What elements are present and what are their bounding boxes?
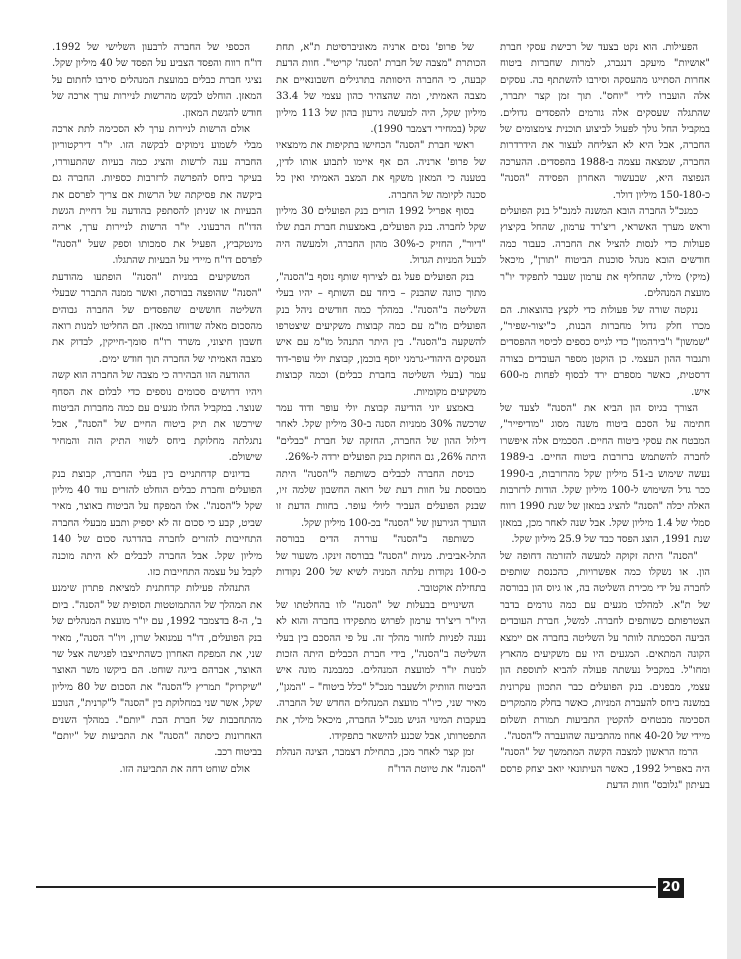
paragraph: הרמז הראשון למצבה הקשה המתמשך של "הסנה" היה באפריל 1992, כאשר העיתונאי יואב יצחק פרסם בעיתון "גלובס" חוות הדעת (500, 747, 710, 792)
paragraph: הכספי של החברה לרבעון השלישי של 1992. דו"ח רווח והפסד הצביע על הפסד של 40 מיליון שקל. נציגי חברת כבלים במועצת המנהלים סירבו לחתום על המאזן. הוחלט לבקש מהרשות לניירות ערך ארכה של חודש להגשת המאזן. (52, 42, 262, 119)
paragraph: כמנכ"ל החברה הובא המשנה למנכ"ל בנק הפועלים וראש מערך האשראי, ריצ'רד ערמון, שהחל בקיצוץ פעולות כדי לנסות להציל את החברה. כעבור כמה חודשים הובא מנהל סוכנות הביטוח "תורן", מיכאל (מיקי) מילר, שהחליף את ערמון שעבר לתפקיד יו"ר מועצת המנהלים. (500, 206, 710, 300)
column-middle (276, 40, 486, 876)
paragraph: ההודעה הזו הבהירה כי מצבה של החברה הוא קשה ויהיו דרושים סכומים נוספים כדי לבלום את הסחף שנוצר. במקביל החלו מגעים עם כמה מחברות הביטוח שירכשו את תיק ביטוח החיים של "הסנה", אבל נתגלתה מחלוקת ביחס לשווי התיק הזה והמחיר שישולם. (52, 370, 262, 464)
paragraph: התנהלה פעילות קדחתנית למציאת פתרון שימנע את המהלך של ההתמוטטות הסופית של "הסנה". ביום ב', ה-8 בדצמבר 1992, עם יו"ר מועצת המנהלים של בנק הפועלים, דו"ר עמנואל שרון, ויו"ר הסנה", מאיר שני, את המפקח האחרון כשהתייצבו לפגישה אצל שר האוצר, אברהם בייגה שוחט. הם ביקשו משר האוצר "שיקרוק" תמריץ ל"הסנה" את הסכום של 80 מיליון שקל, אשר שני במחלוקת בין "הסנה" ל"קרנית", הנובע מהתחבבות של חברת הבת "יותם". במהלך השנים האחרונות כיסתה "הסנה" את התביעות של "יותם" בביטוח רכב. (52, 583, 262, 759)
paragraph: כניסת החברה לכבלים כשותפה ל"הסנה" היתה מבוססת על חוות דעת של רואה החשבון שלמה זיו, שבנק הפועלים העביר ליולי עופר. בחוות הדעת זו הוערך הגירעון של "הסנה" בכ-100 מיליון שקל. (276, 468, 486, 529)
paragraph: ראשי חברת "הסנה" הכחישו בתקיפות את מימצאיו של פרופ' ארניה. הם אף איימו לתבוע אותו לדין, בטענה כי המאזן משקף את המצב האמיתי ואין כל סכנה לקיומה של החברה. (276, 140, 486, 201)
paragraph: זמן קצר לאחר מכן, בתחילת דצמבר, הציגה הנהלת "הסנה" את טיוטת הדו"ח (276, 747, 486, 775)
paragraph: בסוף אפריל 1992 הזרים בנק הפועלים 30 מיליון שקל לחברה. בנק הפועלים, באמצעות חברת הבת שלו "דיור", החזיק כ-30% מהון החברה, ולמעשה היה לבעל המניות הגדול. (276, 206, 486, 267)
column-right (500, 40, 710, 876)
paragraph: ננקטה שורה של פעולות כדי לקצץ בהוצאות. הם מכרו חלק גדול מחברות הבנות, כ"יצור-שפיר", "שמשון" ו"בירהמון" כדי לגייס כספים לכיסוי ההפסדים ותגבור ההון העצמי. כן הוקטן מספר העובדים בצורה דרסטית, כאשר מספרם ירד לבסוף לפחות מ-600 איש. (500, 304, 710, 398)
binding-shadow (727, 0, 741, 959)
paragraph: כשותפה ב"הסנה" עוררה הדים בבורסה התל-אביבית. מניות "הסנה" בבורסה זינקו. משעור של כ-100 נקודות עלתה המניה לשיא של 200 נקודות בתחילת אוקטובר. (276, 534, 486, 595)
magazine-page (36, 40, 710, 876)
paragraph: בנק הפועלים פעל גם לצירוף שותף נוסף ב"הסנה", מתוך כוונה שהבנק – ביחד עם השותף – יהיו בעלי השליטה ב"הסנה". במהלך כמה חודשים ניהל בנק הפועלים מו"מ עם כמה קבוצות משקיעים שיצטרפו להשקעה ב"הסנה". בין היתר התנהל מו"מ עם איש העסקים היהודי-גרמני יוסף בוכמן, קבוצת יולי עופר-דוד עמר (בעלי השליטה בחברת כבלים) וכמה קבוצות משקיעים מקומיות. (276, 271, 486, 398)
paragraph: הפעילות. הוא נקט בצעד של רכישת עסקי חברת "אושיות" מיעקב דנגברג, למרות שחברות ביטוח אחרות הסתייגו מהעסקה וסירבו להשתתף בה. עסקים אלה הועברו לידי "יוחס". תוך זמן קצר יתברר, שהתגלה שעסקים אלה גורמים להפסדים גדולים. במקביל החל גולך לפעול לביצוע תוכנית צימצומים של החברה, אבל היא לא הצליחה לעצור את הידרדרות החברה, שמצאה עצמה ב-1988 בהפסדים. ההערכה הנפוצה היא, שבעשור האחרון הפסידה "הסנה" כ-150-180 מיליון דולר. (500, 42, 710, 201)
paragraph: "הסנה" היתה זקוקה למעשה להזרמה דחופה של הון. או נשקלו כמה אפשרויות, כהכנסת שותפים לחברה על ידי מכירת השליטה בה, או גיוס הון בבורסה של ת"א. למהלכו מגעים עם כמה גורמים בדבר הצטרפותם כשותפים לחברה. למשל, חברת העובדים הביעה הסכמתה לוותר על השליטה בחברה אם יימצא הקונה המתאים. המגעים היו עם משקיעים מהארץ ומחו"ל. במקביל נעשתה פעולה להביא לתוספת הון עצמי, מבפנים. בנק הפועלים כבר התכוון עקרונית במשנה ביחס להעברת המניות, כאשר בחלק מהמקרים הסכימה מבטחים להקטין התביעות תמורת תשלום מיידי של 40-20 אחוז מהתביעה שהועברה ל"הסנה". (500, 550, 710, 743)
footer-rule (36, 886, 656, 888)
paragraph: של פרופ' נסים ארניה מאוניברסיטת ת"א, תחת הכותרת "מצבה של חברת 'הסנה' קריטי". חוות הדעת קבעה, כי החברה היסוותה בתרגילים חשבונאיים את מצבה האמיתי, ומה שהצהיר כהון עצמי של 33.4 מיליון שקל, היה למעשה גירעון בהון של 113 מיליון שקל (במחירי דצמבר 1990). (276, 42, 486, 136)
paragraph: אולם הרשות לניירות ערך לא הסכימה לתת ארכה מבלי לשמוע נימוקים לבקשה הזו. יו"ר דירקטוריון החברה ענה לרשות והציג כמה בעיות שהתעוררו, בעיקר ביחס להפרשה לרזרבות כספיות. החברה גם ביקשה את פסיקתה של הרשות אם צריך לפרסם את הבעיות או שניתן להסתפק בהודעה על דחיית הגשת הדו"ח הרבעוני. יו"ר הרשות לניירות ערך, אריה מינטקביץ, הפעיל את סמכותו וספק שעל "הסנה" לפרסם דו"ח מיידי על הבעיות שהתגלו. (52, 124, 262, 267)
page-number: 20 (658, 878, 684, 898)
paragraph: השינויים בבעלות של "הסנה" לוו בהחלטתו של היו"ר ריצ'רד ערמון לפרוש מתפקידו בחברה והוא לא נענה לפניות לחזור מהלך זה. על פי ההסכם בין בעלי השליטה ב"הסנה", בידי חברת הכבלים היתה הזכות למנות יו"ר למועצת המנהלים. כמבמנה מונה איש הביטוח הוותיק ולשעבר מנכ"ל "כלל ביטוח" – "המגן", מאיר שני, כיו"ר מועצת המנהלים החדש של החברה. בעקבות המינוי הגיש מנכ"ל החברה, מיכאל מילר, את התפטרותו, אבל שכנע להישאר בתפקידו. (276, 599, 486, 743)
paragraph: בדיונים קדחתניים בין בעלי החברה, קבוצת בנק הפועלים וחברת כבלים הוחלט להזרים עוד 40 מיליון שקל ל"הסנה". אלו המפקח על הביטוח באוצר, מאיר שביט, קבע כי סכום זה לא יספיק ותבע מבעלי החברה התחייבות להזרים לחברה בהדרגה סכום של 140 מיליון שקל. אבל החברה לכבלים לא היתה מוכנה לקבל על עצמה התחייבות כזו. (52, 468, 262, 578)
paragraph: אולם שוחט דחה את התביעה הזו. (119, 763, 250, 775)
paragraph: הצורך בגיוס הון הביא את "הסנה" לצעד של חתימה על הסכם ביטוח משנה מסוג "מודיפייר", המבטח את עסקי ביטוח החיים. הסכמים אלה איפשרו לחברה להשתמש ברזרבות ביטוח החיים. ב-1989 נעשה שימוש ב-51 מיליון שקל מהרזרבות, ב-1990 ככר גדל השימוש ל-100 מיליון שקל. הודות לרזרבות האלה יכלה "הסנה" להציג במאזן של שנת 1990 רווח סמלי של 1.4 מיליון שקל. אבל שנה לאחר מכן, במאזן שנת 1991, הוצג הפסד כבד של 25.9 מיליון שקל. (500, 402, 710, 546)
paragraph: המשקיעים במניות "הסנה" הופתעו מהודעת "הסנה" שהופצה בבורסה, ואשר ממנה התברר שבעלי השליטה חוששים שהפסדים של החברה גבוהים מהסכום מאלה שדווחו במאזן. הם החליטו למנות רואה חשבון חיצוני, משרד רו"ח סומך-חייקין, לבדוק את מצבה האמיתי של החברה תוך חודש ימים. (52, 271, 262, 365)
column-left (52, 40, 262, 876)
paragraph: באמצע יוני הודיעה קבוצת יולי עופר ודוד עמר שרכשה 30% ממניות הסנה ב-30 מיליון שקל. לאחר דילול ההון של החברה, החזקה של חברת "כבלים" היתה 26%, גם החזקת בנק הפועלים ירדה ל-26%. (276, 402, 486, 464)
